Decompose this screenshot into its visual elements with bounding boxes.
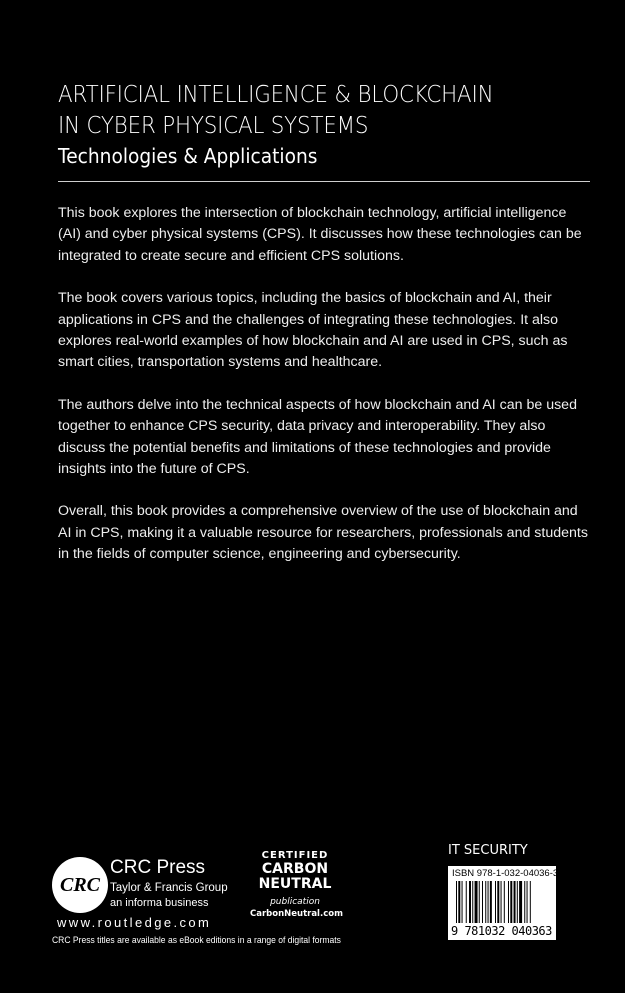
barcode-bars <box>456 881 550 923</box>
ebook-note: CRC Press titles are available as eBook editions in a range of digital formats <box>52 935 341 946</box>
barcode-bar <box>495 881 496 923</box>
book-title <box>58 80 493 142</box>
cn-line1: CARBON <box>261 861 329 877</box>
cn-certified: CERTIFIED <box>261 850 329 861</box>
blurb <box>58 203 593 587</box>
isbn-text: ISBN 978-1-032-04036-3 <box>452 868 559 879</box>
divider <box>58 181 590 182</box>
barcode <box>448 866 559 940</box>
barcode-bar <box>519 881 522 923</box>
publisher-group: Taylor & Francis Group <box>110 882 228 894</box>
barcode-bar <box>517 881 518 923</box>
barcode-bar <box>508 881 509 923</box>
barcode-bar <box>469 881 471 923</box>
paragraph: The book covers various topics, including the basics of blockchain and AI, their applications in CPS and the challenges of integrating these technologies. It also explores real-world examples of how blockchain and AI are used in CPS, such as smart cities, transportation systems and healthcare. <box>58 290 568 371</box>
barcode-bar <box>472 881 473 923</box>
publisher-name: CRC Press <box>110 857 206 878</box>
barcode-bar <box>527 881 528 923</box>
barcode-bar <box>485 881 486 923</box>
barcode-bar <box>514 881 516 923</box>
category-label: IT SECURITY <box>448 843 528 858</box>
barcode-bar <box>490 881 492 923</box>
barcode-bar <box>458 881 460 923</box>
barcode-digits: 9 781032 040363 <box>451 924 552 938</box>
cn-publication: publication <box>270 897 320 907</box>
barcode-bar <box>524 881 525 923</box>
book-subtitle: Technologies & Applications <box>58 144 318 168</box>
carbon-neutral-logo <box>250 850 343 919</box>
barcode-bar <box>462 881 463 923</box>
barcode-bar <box>456 881 457 923</box>
title-line: IN CYBER PHYSICAL SYSTEMS <box>58 113 369 139</box>
barcode-bar <box>488 881 489 923</box>
barcode-bar <box>475 881 478 923</box>
paragraph: Overall, this book provides a comprehensive overview of the use of blockchain and AI in CPS, making it a valuable resource for researchers, professionals and students in the fields of computer science, engineering and cybersecurity. <box>58 503 588 563</box>
cn-site: CarbonNeutral.com <box>250 909 343 919</box>
barcode-bar <box>482 881 483 923</box>
barcode-bar <box>501 881 502 923</box>
barcode-bar <box>466 881 467 923</box>
cn-line2: NEUTRAL <box>258 876 332 892</box>
barcode-bar <box>504 881 505 923</box>
paragraph: This book explores the intersection of blockchain technology, artificial intelligence (AI) and cyber physical systems (CPS). It discusses how these technologies can be integrated to create secure and efficient CPS solutions. <box>58 205 582 264</box>
crc-logo: CRC <box>52 857 108 913</box>
barcode-bar <box>530 881 531 923</box>
barcode-bar <box>510 881 512 923</box>
publisher-informa: an informa business <box>110 897 209 909</box>
barcode-bar <box>497 881 499 923</box>
paragraph: The authors delve into the technical aspects of how blockchain and AI can be used together to enhance CPS security, data privacy and interoperability. They also discuss the potential benefits and limitations of these technologies and provide insights into the future of CPS. <box>58 396 577 478</box>
publisher-url: www.routledge.com <box>57 915 212 930</box>
barcode-bar <box>479 881 480 923</box>
title-line: ARTIFICIAL INTELLIGENCE & BLOCKCHAIN <box>58 82 494 108</box>
